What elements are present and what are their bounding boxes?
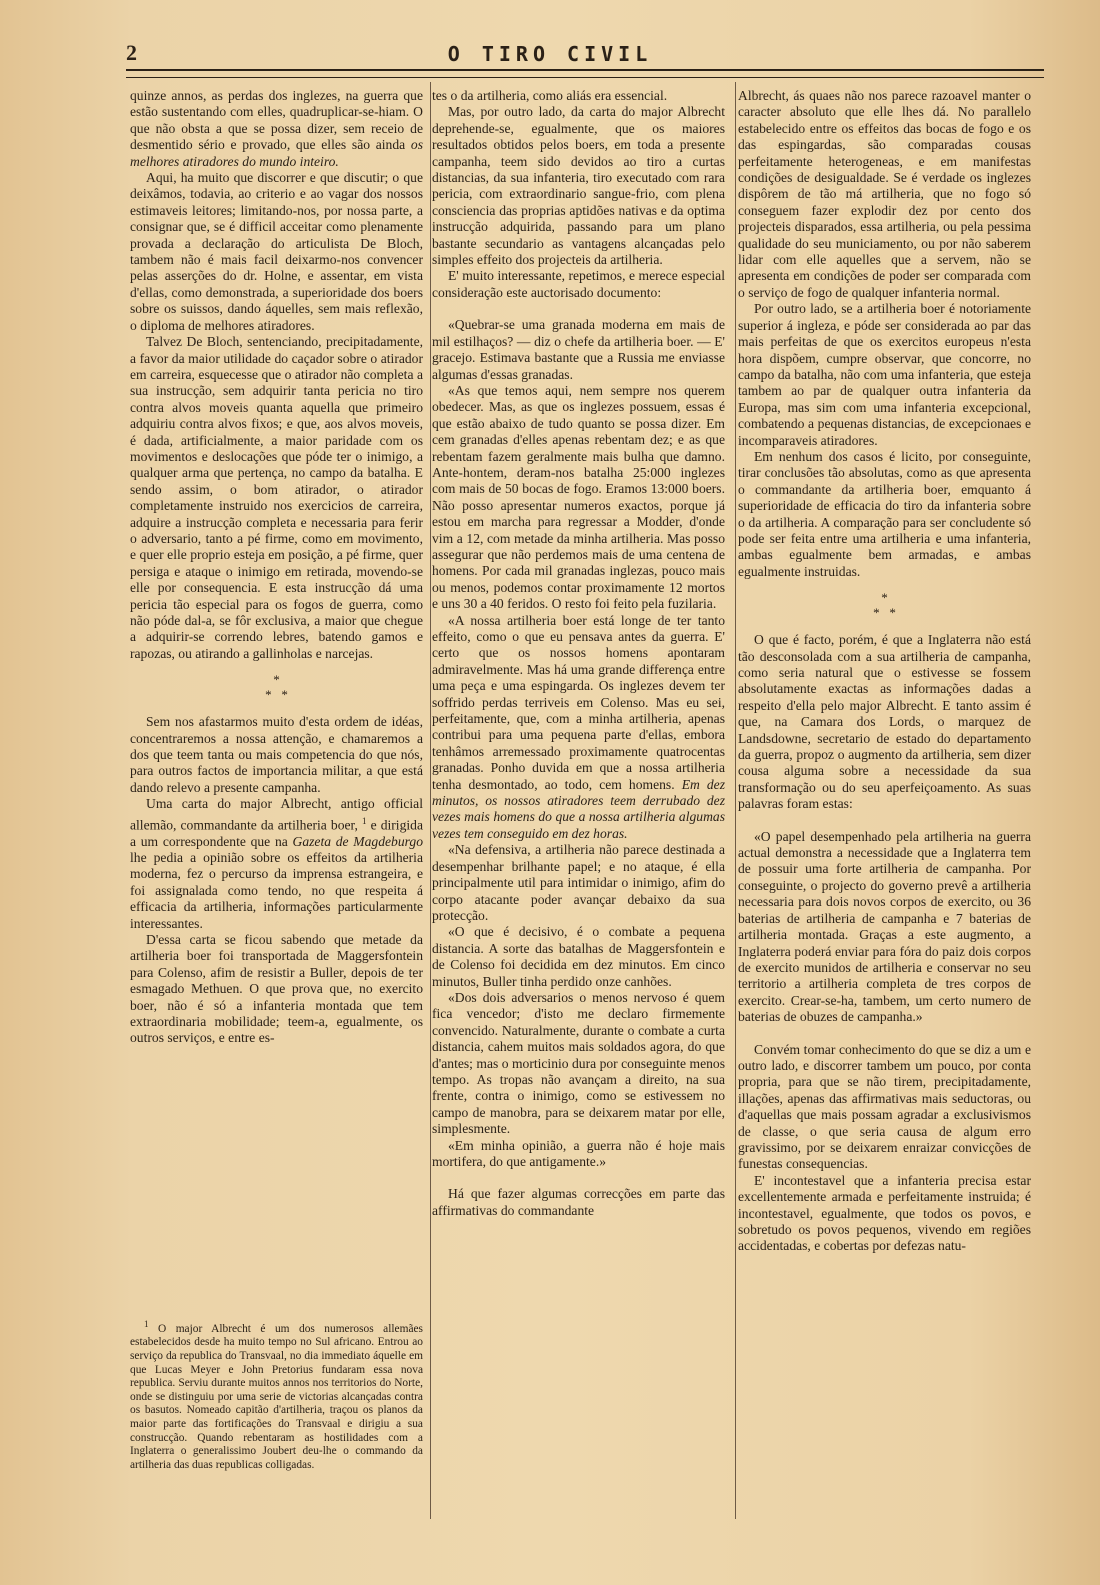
quote-paragraph: «A nossa artilheria boer está longe de ter tanto effeito, como o que eu pensava antes da guerra. E' certo que os nossos homens apontaram admiravelmente. Mas há uma grande differença entre uma peça e uma espingarda. Os inglezes devem ter soffrido perdas terriveis em Colenso. Mas eu sei, perfeitamente, que, com a minha artilheria, apenas contribui para uma pequena parte d'ellas, embora tenhâmos arremessado proximamente quatrocentas granadas. Ponho duvida em que a nossa artilheria tenha desmontado, ao todo, cem homens. Em dez minutos, os nossos atiradores teem derrubado dez vezes mais homens do que a nossa artilheria algumas vezes tem conseguido em dez horas. (432, 612, 725, 841)
emphasis-text: os melhores atiradores do mundo inteiro. (130, 137, 423, 169)
quote-paragraph: «O papel desempenhado pela artilheria na guerra actual demonstra a necessidade que a Inglaterra tem de possuir uma forte artilheria de campanha. Por conseguinte, o projecto do governo prevê a artilheria necessaria para dois novos corpos de exercito, ou 36 baterias de artilheria de campanha e 7 baterias de artilheria montada. Graças a este augmento, a Inglaterra poderá enviar para fóra do paiz dois corpos de exercito munidos de artilheria e conservar no seu territorio a artilheria completa de tres corpos de exercito. Crear-se-ha, tambem, um certo numero de baterias de obuzes de campanha.» (738, 828, 1031, 1025)
column-1 (130, 88, 423, 1047)
quote-paragraph: «Em minha opinião, a guerra não é hoje mais mortifera, do que antigamente.» (432, 1137, 725, 1169)
paragraph: quinze annos, as perdas dos inglezes, na guerra que estão sustentando com elles, quadruplicar-se-hiam. O que não obsta a que se possa dizer, sem receio de desmentido sério e provado, que elles são ainda os melhores atiradores do mundo inteiro. (130, 88, 423, 169)
paragraph: Uma carta do major Albrecht, antigo official allemão, commandante da artilheria boer, $^1$ e dirigida a um correspondente que na Gazeta de Magdeburgo lhe pedia a opinião sobre os effeitos da artilheria moderna, fez o percurso da imprensa estrangeira, e foi assignalada como tendo, no que respeita á efficacia da artilheria, informações particularmente interessantes. (130, 796, 423, 931)
footnote-ref[interactable]: 1 (362, 815, 367, 826)
section-separator: * * * (873, 590, 896, 621)
quote-paragraph: «As que temos aqui, nem sempre nos querem obedecer. Mas, as que os inglezes possuem, essas é que estão abaixo de tudo quanto se possa dizer. Em cem granadas d'elles apenas rebentam dez; e as que rebentam fazem geralmente mais bulha que damno. Ante-hontem, deram-nos batalha 25:000 inglezes com mais de 50 bocas de fogo. Eramos 13:000 boers. Não posso apresentar numeros exactos, porque já estou em marcha para regressar a Modder, d'onde vim a 12, com metade da minha artilheria. Mas posso assegurar que não perdemos mais de uma centena de homens. Por cada mil granadas inglezas, pouco mais ou menos, podemos contar proximamente 12 mortos e uns 30 a 40 feridos. O resto foi feito pela fuzilaria. (432, 382, 725, 612)
column-2 (432, 88, 725, 1219)
column-3 (738, 88, 1031, 1255)
paragraph: Por outro lado, se a artilheria boer é notoriamente superior á ingleza, e póde ser considerada ao par das mais perfeitas de que os exercitos europeus n'esta hora dispõem, cumpre observar, que concorre, no campo da batalha, não com uma infanteria, que esteja tambem ao par de qualquer outra infanteria da Europa, mas sim com uma infanteria excepcional, combatendo a pequenas distancias, de excepcionaes e incomparaveis atiradores. (738, 301, 1031, 448)
quote-paragraph: «Quebrar-se uma granada moderna em mais de mil estilhaços? — diz o chefe da artilheria boer. — E' gracejo. Estimava bastante que a Russia me enviasse algumas d'essas granadas. (432, 317, 725, 382)
footnote: $^1$ O major Albrecht é um dos numerosos allemães estabelecidos desde ha muito tempo no Sul africano. Entrou ao serviço da republica do Transvaal, no dia immediato áquelle em que Lucas Meyer e John Pretorius fundaram essa nova republica. Serviu durante muitos annos nos territorios do Norte, onde se distinguiu por uma serie de victorias alcançadas contra os basutos. Nomeado capitão d'artilheria, traçou os planos da maior parte das fortificações do Transvaal e dirigiu a sua construcção. Quando rebentaram as hostilidades com a Inglaterra o generalissimo Joubert deu-lhe o commando da artilheria das duas republicas colligadas. (130, 1319, 423, 1471)
paragraph: O que é facto, porém, é que a Inglaterra não está tão desconsolada com a sua artilheria de campanha, como seria natural que o estivesse se fossem absolutamente exactas as informações dadas a respeito d'ella pelo major Albrecht. E tanto assim é que, na Camara dos Lords, o marquez de Landsdowne, secretario de estado do departamento da guerra, propoz o augmento da artilheria, sem dizer cousa alguma sobre a necessidade da sua transformação ou do seu aperfeiçoamento. As suas palavras foram estas: (738, 632, 1031, 812)
column-divider (735, 82, 736, 1519)
section-separator: * * * (265, 672, 288, 703)
header-rule (126, 69, 1044, 78)
paragraph: Mas, por outro lado, da carta do major Albrecht deprehende-se, egualmente, que os maiores resultados obtidos pelos boers, em toda a presente campanha, teem sido devidos ao tiro a curtas distancias, da sua infanteria, tiro executado com rara pericia, com extraordinario sangue-frio, com plena consciencia das proprias aptidões nativas e da optima instrucção adquirida, passando para um plano bastante secundario as vantagens alcançadas pelo simples effeito dos projecteis da artilheria. (432, 104, 725, 268)
page-title: O TIRO CIVIL (447, 42, 653, 66)
column-divider (430, 82, 431, 1519)
paragraph: Albrecht, ás quaes não nos parece razoavel manter o caracter absoluto que elle lhes dá. No parallelo estabelecido entre os effeitos das bocas de fogo e os das espingardas, são comparadas cousas perfeitamente heterogeneas, e em manifestas condições de desigualdade. Se é verdade os inglezes dispôrem de tão má artilheria, que no fogo só conseguem fazer explodir dez por cento dos projecteis disparados, essa artilheria, ou pela pessima qualidade do seu municiamento, ou por não saberem lidar com elle aquelles que a servem, não se apresenta em condições de poder ser comparada com o serviço de fogo de qualquer infanteria normal. (738, 88, 1031, 300)
paragraph: Há que fazer algumas correcções em parte das affirmativas do commandante (432, 1186, 725, 1218)
quote-paragraph: «Dos dois adversarios o menos nervoso é quem fica vencedor; d'isto me declaro firmemente convencido. Naturalmente, durante o combate a curta distancia, cahem muitos mais soldados agora, do que d'antes; mas o morticinio dura por conseguinte menos tempo. As tropas não avançam a direito, na sua frente, contra o inimigo, como se estivessem no campo de manobra, para se deixarem matar por elle, simplesmente. (432, 989, 725, 1137)
paragraph: D'essa carta se ficou sabendo que metade da artilheria boer foi transportada de Maggersfontein para Colenso, afim de resistir a Buller, depois de ter esmagado Methuen. O que prova que, no exercito boer, não é só a infanteria montada que tem extraordinaria mobilidade; teem-a, egualmente, os outros serviços, e entre es- (130, 932, 423, 1046)
paragraph: Aqui, ha muito que discorrer e que discutir; o que deixâmos, todavia, ao criterio e ao vagar dos nossos estimaveis leitores; limitando-nos, por nossa parte, a consignar que, se é difficil acceitar como plenamente provada a declaração do articulista De Bloch, tambem não é mais facil deixarmo-nos convencer pelas asserções do dr. Holne, e assentar, em vista d'ellas, como demonstrada, a superioridade dos boers sobre os suissos, dando áquelles, sem mais reflexão, o diploma de melhores atiradores. (130, 170, 423, 333)
paragraph: tes o da artilheria, como aliás era essencial. (432, 88, 668, 103)
paragraph: Em nenhum dos casos é licito, por conseguinte, tirar conclusões tão absolutas, como as que apresenta o commandante da artilheria boer, emquanto á superioridade de efficacia do tiro da infanteria sobre o da artilheria. A comparação para ser concludente só pode ser feita entre uma artilheria e uma infanteria, ambas egualmente bem armadas, e ambas egualmente instruidas. (738, 448, 1031, 579)
paragraph: Convém tomar conhecimento do que se diz a um e outro lado, e discorrer tambem um pouco, por conta propria, para que se não tirem, precipitadamente, illações, apenas das affirmativas mais seductoras, ou d'aquellas que mais possam agradar a exclusivismos de classe, o que seria causa de algum erro gravissimo, por se deixarem enraizar convicções de funestas consequencias. (738, 1041, 1031, 1172)
page-number: 2 (126, 40, 137, 65)
quote-paragraph: «Na defensiva, a artilheria não parece destinada a desempenhar brilhante papel; e no ataque, é ella principalmente util para intimidar o inimigo, afim do corpo atacante poder avançar debaixo da sua protecção. (432, 842, 725, 923)
paragraph: E' muito interessante, repetimos, e merece especial consideração este auctorisado documento: (432, 268, 725, 300)
footnote-mark: 1 (144, 1319, 149, 1329)
paragraph: Talvez De Bloch, sentenciando, precipitadamente, a favor da maior utilidade do caçador sobre o atirador em carreira, esquecesse que o atirador não completa a sua instrucção, sem adquirir tanta pericia no tiro contra alvos moveis quanta aquella que primeiro adquiriu contra alvos fixos; e que, aos alvos moveis, é dada, artificialmente, a maior paridade com os movimentos e deslocações que póde ter o inimigo, a qualquer arma que pertença, no campo da batalha. E sendo assim, o bom atirador, o atirador completamente instruido nos exercicios de carreira, adquire a instrucção completa e necessaria para ferir o adversario, tanto a pé firme, como em movimento, e quer elle proprio esteja em posição, a pé firme, quer persiga e ataque o inimigo em retirada, movendo-se elle por consequencia. E esta instrucção dá uma pericia tão especial para os fogos de guerra, como não póde dal-a, se fôr exclusiva, a maior que chegue a adquirir-se correndo lebres, batendo gamos e rapozas, ou atirando a gallinholas e narcejas. (130, 334, 423, 661)
quote-paragraph: «O que é decisivo, é o combate a pequena distancia. A sorte das batalhas de Maggersfontein e de Colenso foi decidida em dez minutos. Em cinco minutos, Buller tinha perdido onze canhões. (432, 924, 725, 989)
emphasis-text: Gazeta de Magdeburgo (292, 833, 423, 849)
emphasis-text: Em dez minutos, os nossos atiradores teem derrubado dez vezes mais homens do que a nossa artilheria algumas vezes tem conseguido em dez horas. (432, 776, 725, 841)
paragraph: E' incontestavel que a infanteria precisa estar excellentemente armada e perfeitamente instruida; é incontestavel, egualmente, que todos os povos, e sobretudo os povos pequenos, vivendo em regiões accidentadas, e cobertas por defezas natu- (738, 1172, 1031, 1254)
paragraph: Sem nos afastarmos muito d'esta ordem de idéas, concentraremos a nossa attenção, e chamaremos a dos que teem tanta ou mais competencia do que nós, para outros factos de importancia militar, a que está dando relevo a presente campanha. (130, 714, 423, 795)
